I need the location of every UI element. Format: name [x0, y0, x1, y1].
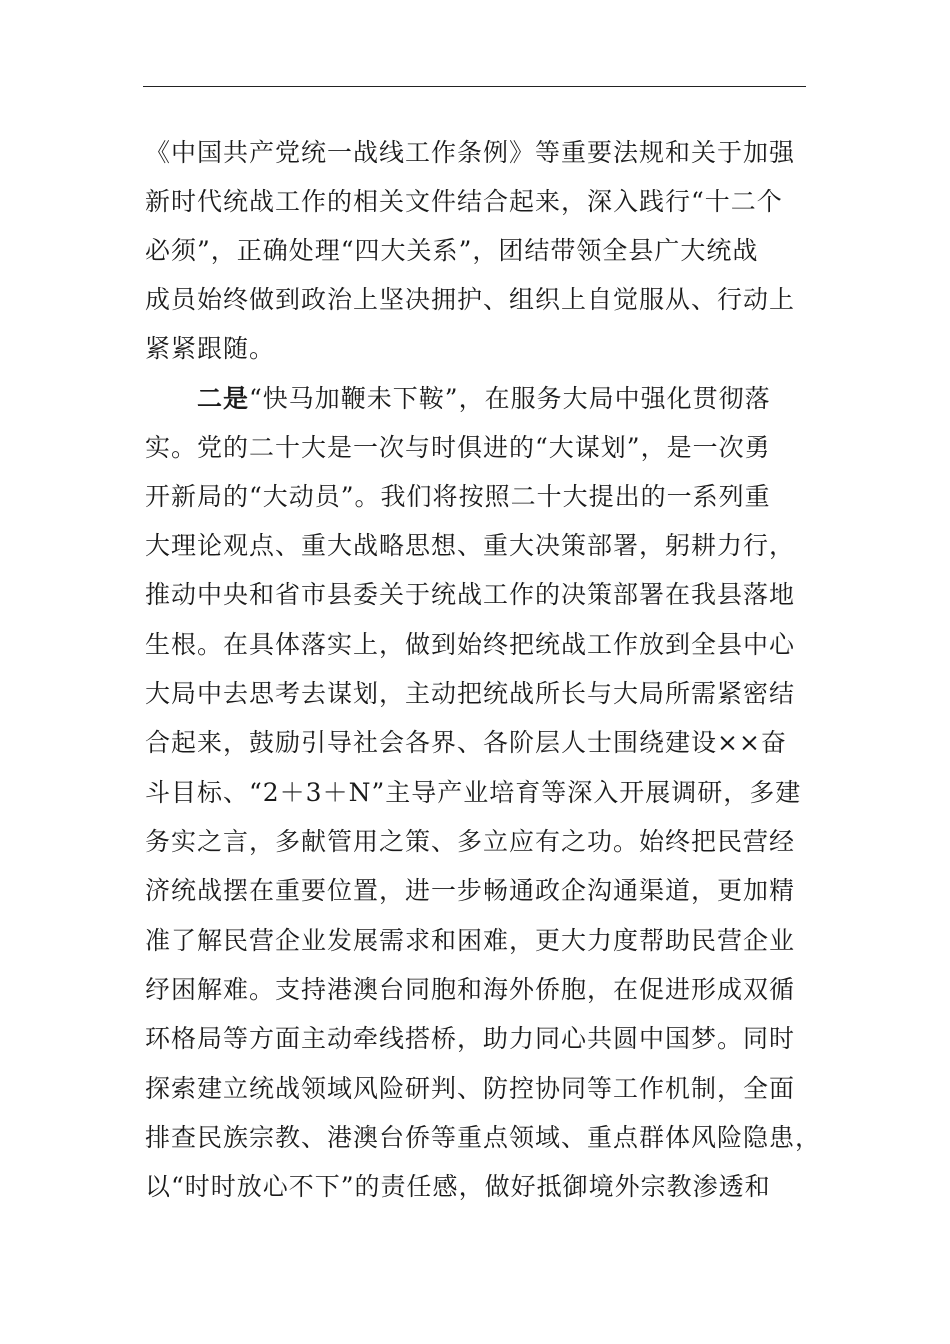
text-line: “快马加鞭未下鞍”，在服务大局中强化贯彻落: [249, 384, 771, 413]
text-line: 准了解民营企业发展需求和困难，更大力度帮助民营企业: [145, 926, 796, 955]
paragraph-lead-label: 二是: [197, 384, 250, 413]
text-line: 必须”，正确处理“四大关系”，团结带领全县广大统战: [145, 236, 759, 265]
text-line: 排查民族宗教、港澳台侨等重点领域、重点群体风险隐患，: [145, 1123, 822, 1152]
text-line: 新时代统战工作的相关文件结合起来，深入践行“十二个: [145, 187, 783, 216]
text-line: 生根。在具体落实上，做到始终把统战工作放到全县中心: [145, 630, 796, 659]
text-line: 合起来，鼓励引导社会各界、各阶层人士围绕建设××奋: [145, 728, 787, 757]
text-line: 斗目标、“2＋3＋N”主导产业培育等深入开展调研，多建: [145, 778, 802, 807]
header-rule: [143, 86, 806, 87]
paragraph-first-line: [197, 374, 771, 424]
text-line: 纾困解难。支持港澳台同胞和海外侨胞，在促进形成双循: [145, 975, 796, 1004]
text-line: 紧紧跟随。: [145, 334, 276, 363]
text-line: 推动中央和省市县委关于统战工作的决策部署在我县落地: [145, 580, 796, 609]
text-line: 成员始终做到政治上坚决拥护、组织上自觉服从、行动上: [145, 285, 796, 314]
text-line: 环格局等方面主动牵线搭桥，助力同心共圆中国梦。同时: [145, 1024, 796, 1053]
text-line: 开新局的“大动员”。我们将按照二十大提出的一系列重: [145, 482, 771, 511]
text-line: 以“时时放心不下”的责任感，做好抵御境外宗教渗透和: [145, 1172, 771, 1201]
text-line: 大理论观点、重大战略思想、重大决策部署，躬耕力行，: [145, 531, 796, 560]
text-line: 务实之言，多献管用之策、多立应有之功。始终把民营经: [145, 827, 796, 856]
text-line: 大局中去思考去谋划，主动把统战所长与大局所需紧密结: [145, 679, 796, 708]
text-line: 《中国共产党统一战线工作条例》等重要法规和关于加强: [145, 138, 796, 167]
text-line: 实。党的二十大是一次与时俱进的“大谋划”，是一次勇: [145, 433, 771, 462]
text-line: 探索建立统战领域风险研判、防控协同等工作机制，全面: [145, 1074, 796, 1103]
text-line: 济统战摆在重要位置，进一步畅通政企沟通渠道，更加精: [145, 876, 796, 905]
